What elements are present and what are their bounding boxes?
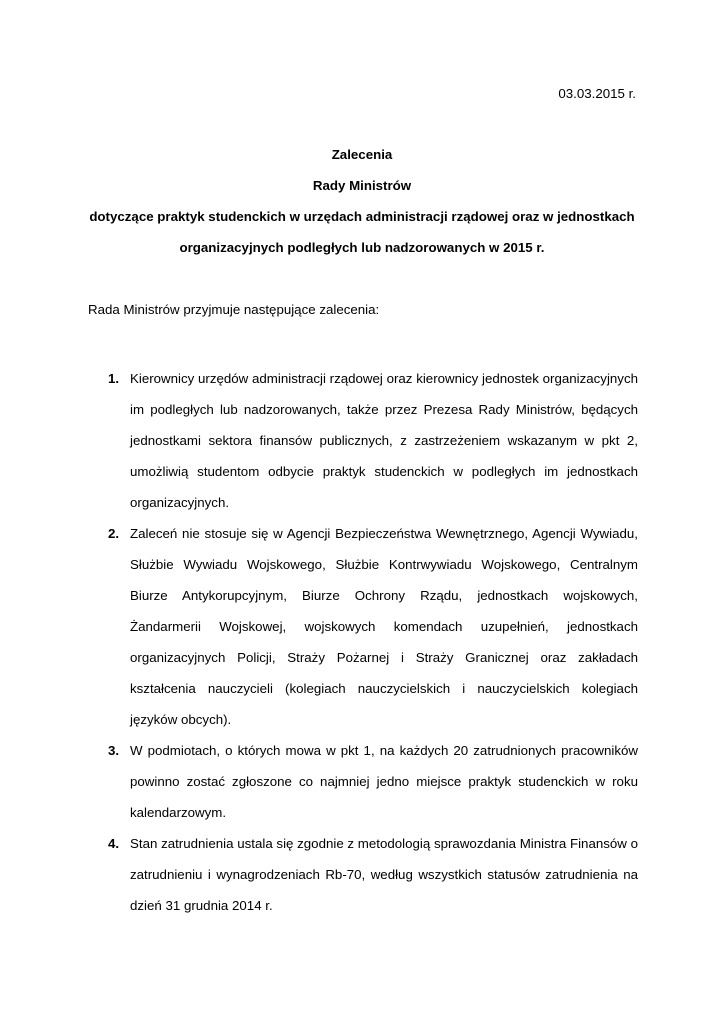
item-number: 2. bbox=[108, 526, 120, 541]
title-line: Rady Ministrów bbox=[312, 178, 412, 193]
item-number: 4. bbox=[108, 836, 120, 851]
title-line: organizacyjnych podległych lub nadzorowanych w 2015 r. bbox=[179, 240, 545, 255]
item-text: Stan zatrudnienia ustala się zgodnie z metodologią sprawozdania Ministra Finansów o zatrudnieniu i wynagrodzeniach Rb-70, według wszystkich statusów zatrudnienia na dzień 31 grudnia 2014 r. bbox=[130, 836, 638, 913]
list-item bbox=[88, 828, 638, 921]
intro-paragraph: Rada Ministrów przyjmuje następujące zalecenia: bbox=[88, 302, 380, 317]
document-title bbox=[60, 147, 664, 271]
item-number: 3. bbox=[108, 743, 120, 758]
document-date: 03.03.2015 r. bbox=[558, 86, 636, 101]
recommendations-list bbox=[88, 363, 638, 921]
item-text: Zaleceń nie stosuje się w Agencji Bezpieczeństwa Wewnętrznego, Agencji Wywiadu, Służbie Wywiadu Wojskowego, Służbie Kontrwywiadu Wojskowego, Centralnym Biurze Antykorupcyjnym, Biurze Ochrony Rządu, jednostkach wojskowych, Żandarmerii Wojskowej, wojskowych komendach uzupełnień, jednostkach organizacyjnych Policji, Straży Pożarnej i Straży Granicznej oraz zakładach kształcenia nauczycieli (kolegiach nauczycielskich i nauczycielskich kolegiach języków obcych). bbox=[130, 526, 638, 727]
item-number: 1. bbox=[108, 371, 120, 386]
item-text: Kierownicy urzędów administracji rządowej oraz kierownicy jednostek organizacyjnych im podległych lub nadzorowanych, także przez Prezesa Rady Ministrów, będących jednostkami sektora finansów publicznych, z zastrzeżeniem wskazanym w pkt 2, umożliwią studentom odbycie praktyk studenckich w podległych im jednostkach organizacyjnych. bbox=[130, 371, 638, 510]
list-item bbox=[88, 735, 638, 828]
title-line: dotyczące praktyk studenckich w urzędach administracji rządowej oraz w jednostkach bbox=[89, 209, 635, 224]
item-text: W podmiotach, o których mowa w pkt 1, na każdych 20 zatrudnionych pracowników powinno zostać zgłoszone co najmniej jedno miejsce praktyk studenckich w roku kalendarzowym. bbox=[130, 743, 638, 820]
title-line: Zalecenia bbox=[331, 147, 393, 162]
list-item bbox=[88, 363, 638, 518]
list-item bbox=[88, 518, 638, 735]
